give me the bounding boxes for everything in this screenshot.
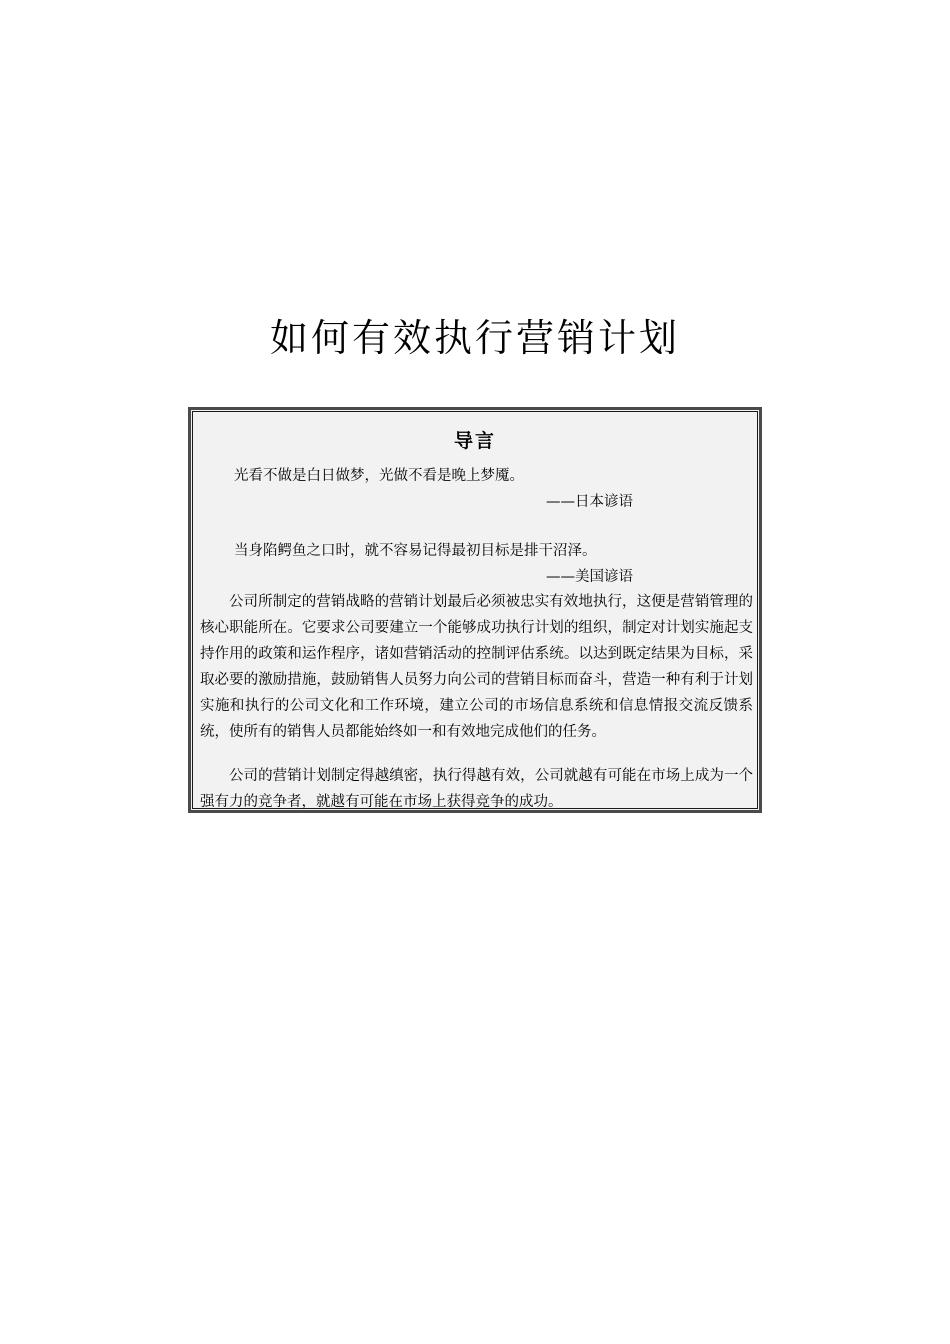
quote-source: ——日本谚语	[546, 494, 633, 510]
body-paragraph: 公司所制定的营销战略的营销计划最后必须被忠实有效地执行，这便是营销管理的核心职能所在。它要求公司要建立一个能够成功执行计划的组织，制定对计划实施起支持作用的政策和运作程序，诸如营销活动的控制评估系统。以达到既定结果为目标，采取必要的激励措施，鼓励销售人员努力向公司的营销目标而奋斗，营造一种有利于计划实施和执行的公司文化和工作环境，建立公司的市场信息系统和信息情报交流反馈系统，使所有的销售人员都能始终如一和有效地完成他们的任务。	[200, 594, 753, 740]
quote-source: ——美国谚语	[546, 569, 633, 585]
body-paragraph: 公司的营销计划制定得越缜密，执行得越有效，公司就越有可能在市场上成为一个强有力的竞争者，就越有可能在市场上获得竞争的成功。	[200, 768, 753, 810]
quote-text: 光看不做是白日做梦，光做不看是晚上梦魇。	[234, 468, 524, 484]
intro-heading: 导言	[453, 430, 496, 452]
intro-box	[188, 407, 762, 813]
document-title: 如何有效执行营销计划	[269, 316, 680, 361]
quote-text: 当身陷鳄鱼之口时，就不容易记得最初目标是排干沼泽。	[234, 543, 597, 559]
